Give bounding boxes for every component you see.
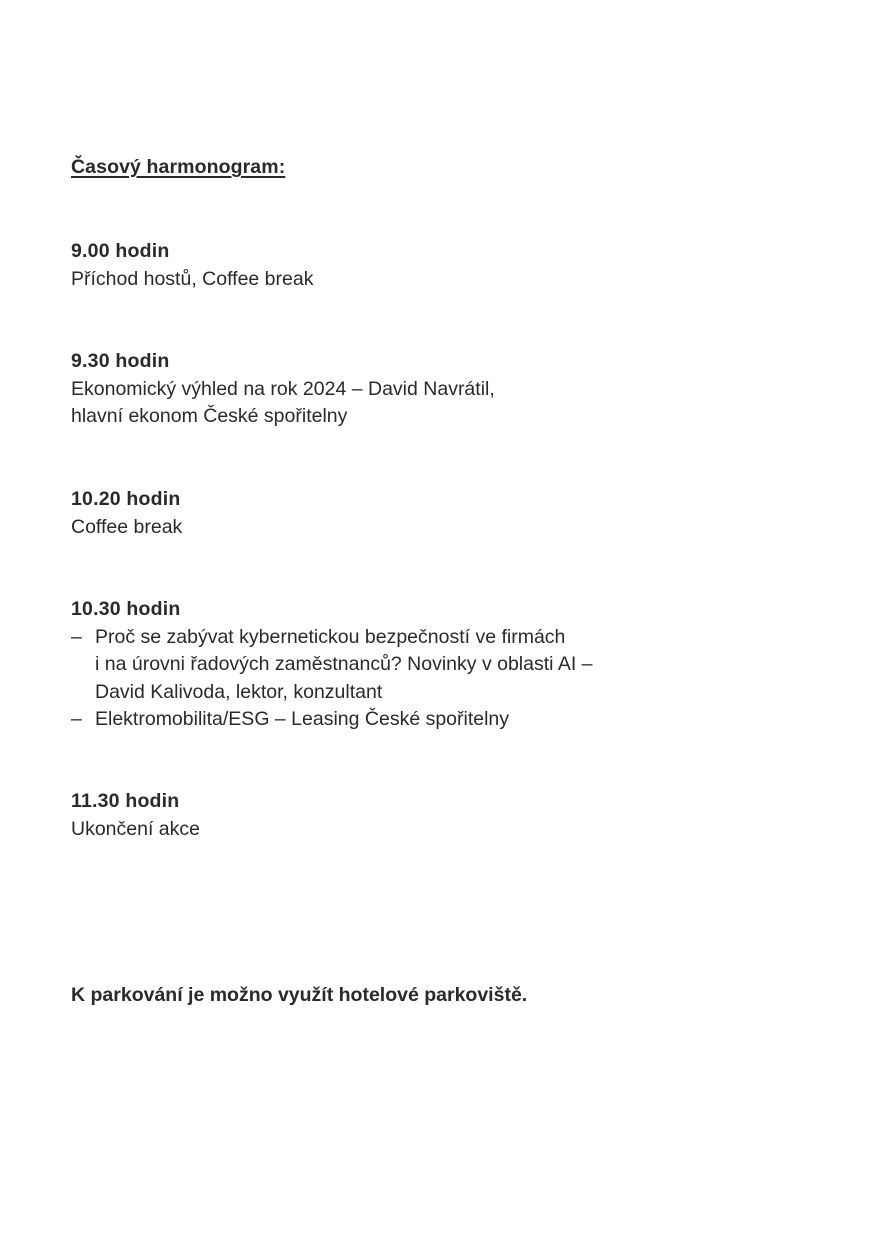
schedule-description: Coffee break: [71, 515, 183, 538]
schedule-description: Ekonomický výhled na rok 2024 – David Navrátil,: [71, 377, 495, 400]
list-item-text: Elektromobilita/ESG – Leasing České spořitelny: [95, 708, 510, 730]
program-list: [71, 624, 593, 734]
schedule-time: 10.30 hodin: [71, 598, 181, 620]
list-item: [71, 624, 593, 707]
dash-bullet: –: [71, 708, 82, 730]
schedule-heading: Časový harmonogram:: [71, 156, 286, 178]
schedule-item-0900: [71, 238, 313, 293]
list-item-text: Proč se zabývat kybernetickou bezpečností ve firmách: [95, 625, 566, 648]
schedule-description: hlavní ekonom České spořitelny: [71, 405, 348, 427]
schedule-time: 11.30 hodin: [71, 790, 180, 812]
schedule-item-0930: [71, 348, 495, 431]
dash-bullet: –: [71, 625, 82, 648]
list-item: [71, 706, 593, 734]
list-item-text: i na úrovni řadových zaměstnanců? Novinky v oblasti AI –: [95, 653, 593, 675]
schedule-item-1130: [71, 788, 200, 843]
schedule-description: Ukončení akce: [71, 817, 200, 840]
schedule-time: 9.00 hodin: [71, 240, 170, 262]
schedule-time: 10.20 hodin: [71, 488, 181, 510]
schedule-item-1030: [71, 596, 593, 734]
schedule-time: 9.30 hodin: [71, 350, 170, 372]
parking-note: K parkování je možno využít hotelové parkoviště.: [71, 984, 528, 1006]
schedule-description: Příchod hostů, Coffee break: [71, 267, 314, 290]
list-item-text: David Kalivoda, lektor, konzultant: [95, 680, 383, 703]
schedule-item-1020: [71, 486, 182, 541]
